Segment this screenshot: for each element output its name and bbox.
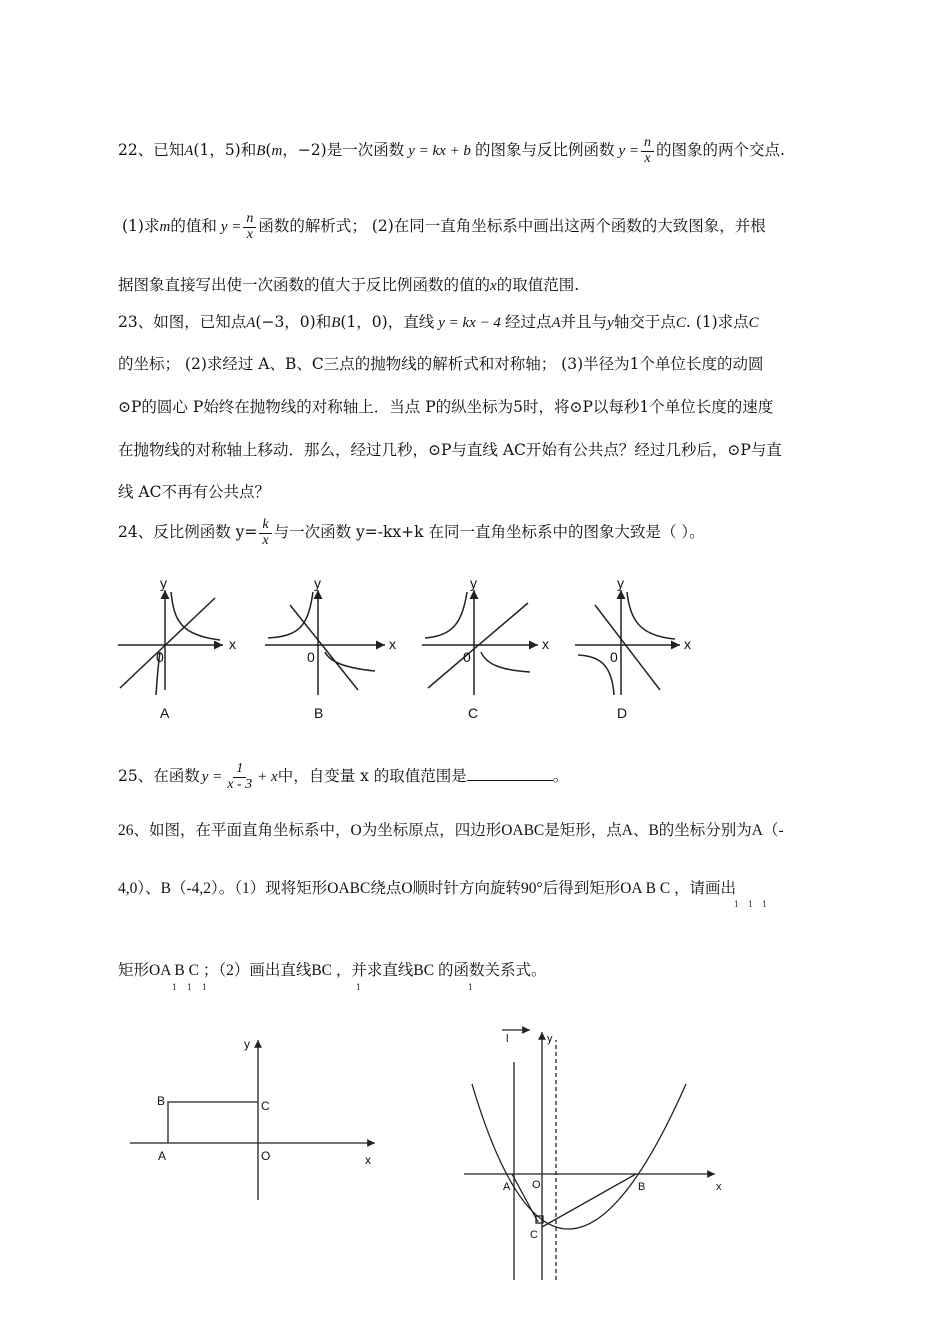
fraction-1-over-x-minus-3: $\frac{1}{x - 3}$ [227,761,253,792]
graph-option-c [422,590,538,695]
q26-rectangle-figure [120,1030,400,1210]
label-o: O [532,1179,541,1191]
subscript-1: 1 [762,900,768,909]
q25-line: 25、在函数 y = $\frac{1}{x - 3}$ + x中，自变量 x 的取值范围是 。 [118,761,569,792]
origin-label: 0 [463,649,471,665]
axis-label-x: x [229,636,236,652]
fraction-n-over-x: $\frac{n}{x}$ [641,136,654,166]
q26-line3: 矩形OA B C ；（2）画出直线BC ，并求直线BC 的函数关系式。 [118,962,547,979]
subscript-1: 1 [172,983,178,992]
q26-line1: 26、如图，在平面直角坐标系中，O为坐标原点，四边形OABC是矩形，点A、B的坐标分别为A（- [118,822,784,839]
origin-label: 0 [307,649,315,665]
q24-graph-options [0,570,950,730]
label-y: y [547,1033,553,1045]
label-x: x [716,1181,722,1193]
q24-line: 24、反比例函数 y= $\frac{k}{x}$ 与一次函数 y=-kx+k 在同一直角坐标系中的图象大致是（ ）。 [118,517,705,548]
axis-label-y: y [314,575,321,591]
q23-line3: ⊙P的圆心 P始终在抛物线的对称轴上．当点 P的纵坐标为5时，将⊙P以每秒1个单位长度的速度 [118,398,774,416]
label-x: x [365,1153,371,1167]
axis-label-y: y [617,575,624,591]
label-b: B [157,1094,166,1108]
subscript-1: 1 [468,983,474,992]
graph-option-b [265,590,385,695]
label-c: C [261,1099,270,1113]
option-label-a: A [160,705,170,721]
q23-parabola-figure [450,1022,730,1282]
origin-label: 0 [156,649,164,665]
subscript-1: 1 [187,983,193,992]
q22-line1: 22、已知A(1，5)和B(m，−2)是一次函数 y = kx + b 的图象与反比例函数 y = $\frac{n}{x}$ 的图象的两个交点. [118,135,785,166]
graph-option-d [575,590,680,695]
fraction-k-over-x: $\frac{k}{x}$ [259,518,271,548]
parabola [472,1084,686,1229]
label-a: A [503,1181,511,1193]
fraction-n-over-x: $\frac{n}{x}$ [243,212,256,242]
answer-blank[interactable] [467,766,553,781]
q23-line1: 23、如图，已知点A(−3，0)和B(1，0)，直线 y = kx − 4 经过点A并且与y轴交于点C. (1)求点C [118,313,759,331]
q26-line2: 4,0）、B（-4,2）。（1）现将矩形OABC绕点O顺时针方向旋转90°后得到矩形OA B C ，请画出 [118,880,737,897]
rectangle-oabc [168,1102,258,1143]
axis-label-x: x [684,636,691,652]
q23-line5: 线 AC不再有公共点？ [118,483,270,501]
option-label-d: D [617,705,628,721]
subscript-1: 1 [356,983,362,992]
linear-equation: y = kx + b [408,143,471,160]
q23-line4: 在抛物线的对称轴上移动．那么，经过几秒，⊙P与直线 AC开始有公共点？经过几秒后，⊙P与直 [118,441,782,459]
option-label-b: B [314,705,324,721]
label-l: l [506,1033,509,1045]
q22-line2: (1)求m的值和 y = $\frac{n}{x}$ 函数的解析式； (2)在同一直角坐标系中画出这两个函数的大致图象，并根 [122,211,766,242]
label-o: O [261,1149,271,1163]
subscript-1: 1 [202,983,208,992]
q23-line2: 的坐标； (2)求经过 A、B、C三点的抛物线的解析式和对称轴； (3)半径为1个单位长度的动圆 [118,355,764,373]
axis-label-y: y [160,575,167,591]
axis-label-x: x [542,636,549,652]
label-a: A [158,1149,167,1163]
origin-label: 0 [610,649,618,665]
label-b: B [638,1181,646,1193]
axis-label-x: x [389,636,396,652]
label-y: y [244,1037,250,1051]
graph-option-a [118,590,223,695]
subscript-1: 1 [748,900,754,909]
option-label-c: C [468,705,479,721]
q22-line3: 据图象直接写出使一次函数的值大于反比例函数的值的x的取值范围. [118,276,580,294]
axis-label-y: y [470,575,477,591]
label-c: C [530,1229,538,1241]
subscript-1: 1 [734,900,740,909]
